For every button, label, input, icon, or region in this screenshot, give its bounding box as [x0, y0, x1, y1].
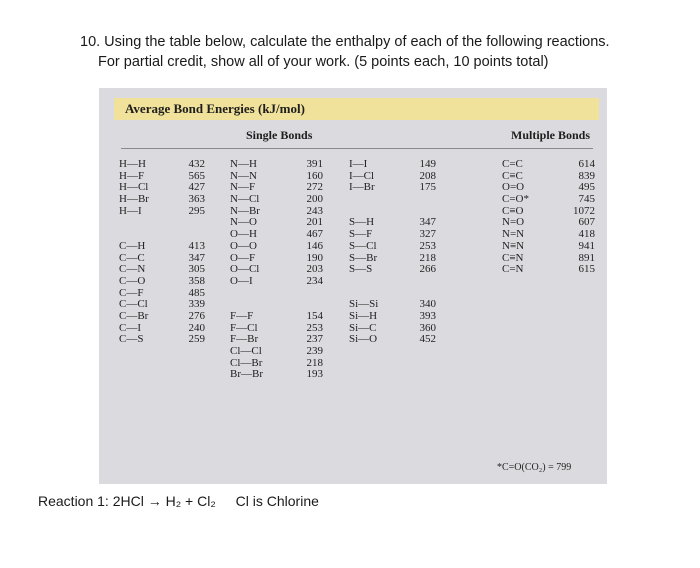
- col2-bond: N—Cl: [230, 193, 260, 206]
- col2-bond: O—F: [230, 251, 256, 264]
- col4-energy: 941: [578, 239, 595, 252]
- col3-bond: S—S: [349, 263, 373, 276]
- col2-energy: [295, 288, 323, 300]
- col3-bond: [349, 276, 378, 288]
- col1-bond: C—N: [119, 263, 146, 276]
- col4-energy: 839: [578, 169, 595, 182]
- col4-energy: 615: [578, 263, 595, 276]
- question-line-2: For partial credit, show all of your work. (5 points each, 10 points total): [98, 54, 549, 70]
- col4-bond: C≡O: [502, 204, 524, 217]
- col3-bond: S—F: [349, 228, 373, 241]
- col1-bond: H—H: [119, 158, 146, 170]
- col1-bond: C—F: [119, 286, 144, 299]
- col1-energy: 259: [188, 333, 205, 346]
- col2-values: [295, 159, 323, 381]
- col3-bond: Si—C: [349, 321, 377, 334]
- col1-bond: C—H: [119, 239, 146, 252]
- col2-energy: 237: [306, 333, 323, 346]
- col2-energy: 200: [306, 193, 323, 206]
- col3-values: [412, 159, 436, 346]
- col2-energy: 467: [306, 228, 323, 241]
- col3-energy: 218: [419, 251, 436, 264]
- col1-energy: [177, 217, 205, 229]
- col1-energy: 305: [188, 263, 205, 276]
- col4-bond: N=N: [502, 228, 525, 241]
- col3-energy: 360: [419, 321, 436, 334]
- reaction-1: [38, 493, 335, 509]
- col2-energy: 391: [306, 158, 323, 170]
- single-bonds-header: Single Bonds: [246, 128, 313, 142]
- col2-bond: N—N: [230, 169, 257, 182]
- bond-energy-table-photo: [99, 88, 607, 484]
- col3-energy: 452: [419, 333, 436, 346]
- col4-bonds: [502, 159, 529, 276]
- col1-bond: H—Br: [119, 193, 149, 206]
- col3-bond: S—Br: [349, 251, 378, 264]
- col1-bond: C—Cl: [119, 298, 148, 311]
- header-rule: [121, 148, 593, 149]
- col3-bond: Si—O: [349, 333, 378, 346]
- col4-energy: 745: [578, 193, 595, 206]
- col1-bond: [119, 217, 149, 229]
- col3-energy: 208: [419, 169, 436, 182]
- col3-energy: [412, 194, 436, 206]
- col4-energy: 495: [578, 181, 595, 194]
- col2-energy: 201: [306, 216, 323, 229]
- col2-energy: 154: [306, 309, 323, 322]
- col3-energy: 393: [419, 309, 436, 322]
- col4-energy: 418: [578, 228, 595, 241]
- col1-energy: 432: [188, 158, 205, 170]
- col2-energy: 234: [306, 274, 323, 287]
- col2-bond: N—Br: [230, 204, 260, 217]
- col2-energy: 243: [306, 204, 323, 217]
- col4-energy: 891: [578, 251, 595, 264]
- col2-bond: F—F: [230, 309, 254, 322]
- col3-bond: Si—H: [349, 309, 378, 322]
- col1-bond: H—F: [119, 169, 145, 182]
- col1-energy: 295: [188, 204, 205, 217]
- col2-bond: Cl—Br: [230, 356, 263, 369]
- question-line-1: 10. Using the table below, calculate the enthalpy of each of the following reactions.: [80, 34, 610, 50]
- col4-bond: C≡N: [502, 251, 524, 264]
- col1-bond: C—I: [119, 321, 141, 334]
- col2-energy: 190: [306, 251, 323, 264]
- col4-bond: C≡C: [502, 169, 523, 182]
- col2-bond: N—H: [230, 158, 257, 170]
- col2-bond: N—F: [230, 181, 256, 194]
- multiple-bonds-header: Multiple Bonds: [511, 128, 591, 142]
- col3-bond: Si—Si: [349, 298, 379, 311]
- col3-energy: 340: [419, 298, 436, 311]
- col2-bond: F—Cl: [230, 321, 258, 334]
- reaction-equation: Reaction 1: 2HCl → H₂ + Cl₂: [38, 493, 216, 509]
- col3-energy: 253: [419, 239, 436, 252]
- col3-bond: I—Br: [349, 181, 375, 194]
- col1-energy: 347: [188, 251, 205, 264]
- col1-energy: 413: [188, 239, 205, 252]
- col4-bond: N≡N: [502, 239, 525, 252]
- col2-bond: N—O: [230, 216, 257, 229]
- col1-values: [177, 159, 205, 346]
- col2-bond: O—I: [230, 274, 253, 287]
- col1-energy: 276: [188, 309, 205, 322]
- col2-bonds: [230, 159, 263, 381]
- col3-energy: 175: [419, 181, 436, 194]
- col4-bond: O=O: [502, 181, 525, 194]
- col4-values: [563, 159, 595, 276]
- col4-bond: C=O*: [502, 193, 529, 206]
- col1-energy: 485: [188, 286, 205, 299]
- table-title: Average Bond Energies (kJ/mol): [125, 101, 305, 116]
- col2-bond: F—Br: [230, 333, 259, 346]
- col2-bond: Cl—Cl: [230, 345, 262, 357]
- col4-bond: C=C: [502, 158, 523, 170]
- col3-bond: I—Cl: [349, 169, 375, 182]
- reaction-note: Cl is Chlorine: [235, 493, 319, 509]
- col2-energy: 272: [306, 181, 323, 194]
- col1-bond: C—C: [119, 251, 145, 264]
- col2-energy: 253: [306, 321, 323, 334]
- col3-energy: 266: [419, 263, 436, 276]
- col1-bond: C—O: [119, 274, 146, 287]
- col3-energy: [412, 276, 436, 288]
- col1-bond: H—Cl: [119, 181, 149, 194]
- col2-energy: 160: [306, 169, 323, 182]
- col1-bonds: [119, 159, 149, 346]
- col4-energy: 607: [578, 216, 595, 229]
- col4-energy: 614: [578, 158, 595, 170]
- col4-bond: C=N: [502, 263, 524, 276]
- col2-bond: Br—Br: [230, 368, 263, 381]
- col1-energy: 358: [188, 274, 205, 287]
- col3-energy: 149: [419, 158, 436, 170]
- question-text: [80, 32, 610, 72]
- col1-bond: C—Br: [119, 309, 149, 322]
- col3-bond: I—I: [349, 158, 368, 170]
- col2-bond: O—Cl: [230, 263, 260, 276]
- col3-bond: S—H: [349, 216, 375, 229]
- col1-bond: H—I: [119, 204, 142, 217]
- col4-bond: N=O: [502, 216, 525, 229]
- col3-bond: [349, 194, 378, 206]
- col2-energy: 218: [306, 356, 323, 369]
- col2-bond: O—O: [230, 239, 257, 252]
- col3-bond: S—Cl: [349, 239, 377, 252]
- col2-energy: 203: [306, 263, 323, 276]
- col2-bond: O—H: [230, 228, 257, 241]
- col1-energy: 565: [188, 169, 205, 182]
- col1-energy: 339: [188, 298, 205, 311]
- col2-energy: 239: [306, 345, 323, 357]
- col1-bond: C—S: [119, 333, 144, 346]
- col1-energy: 363: [188, 193, 205, 206]
- col2-energy: 146: [306, 239, 323, 252]
- col1-energy: 427: [188, 181, 205, 194]
- col2-bond: [230, 288, 263, 300]
- col3-energy: 347: [419, 216, 436, 229]
- table-footnote: *C=O(CO₂) = 799: [497, 462, 572, 473]
- col2-energy: 193: [306, 368, 323, 381]
- col3-energy: 327: [419, 228, 436, 241]
- col4-energy: 1072: [573, 204, 595, 217]
- col3-bonds: [349, 159, 378, 346]
- col1-energy: 240: [188, 321, 205, 334]
